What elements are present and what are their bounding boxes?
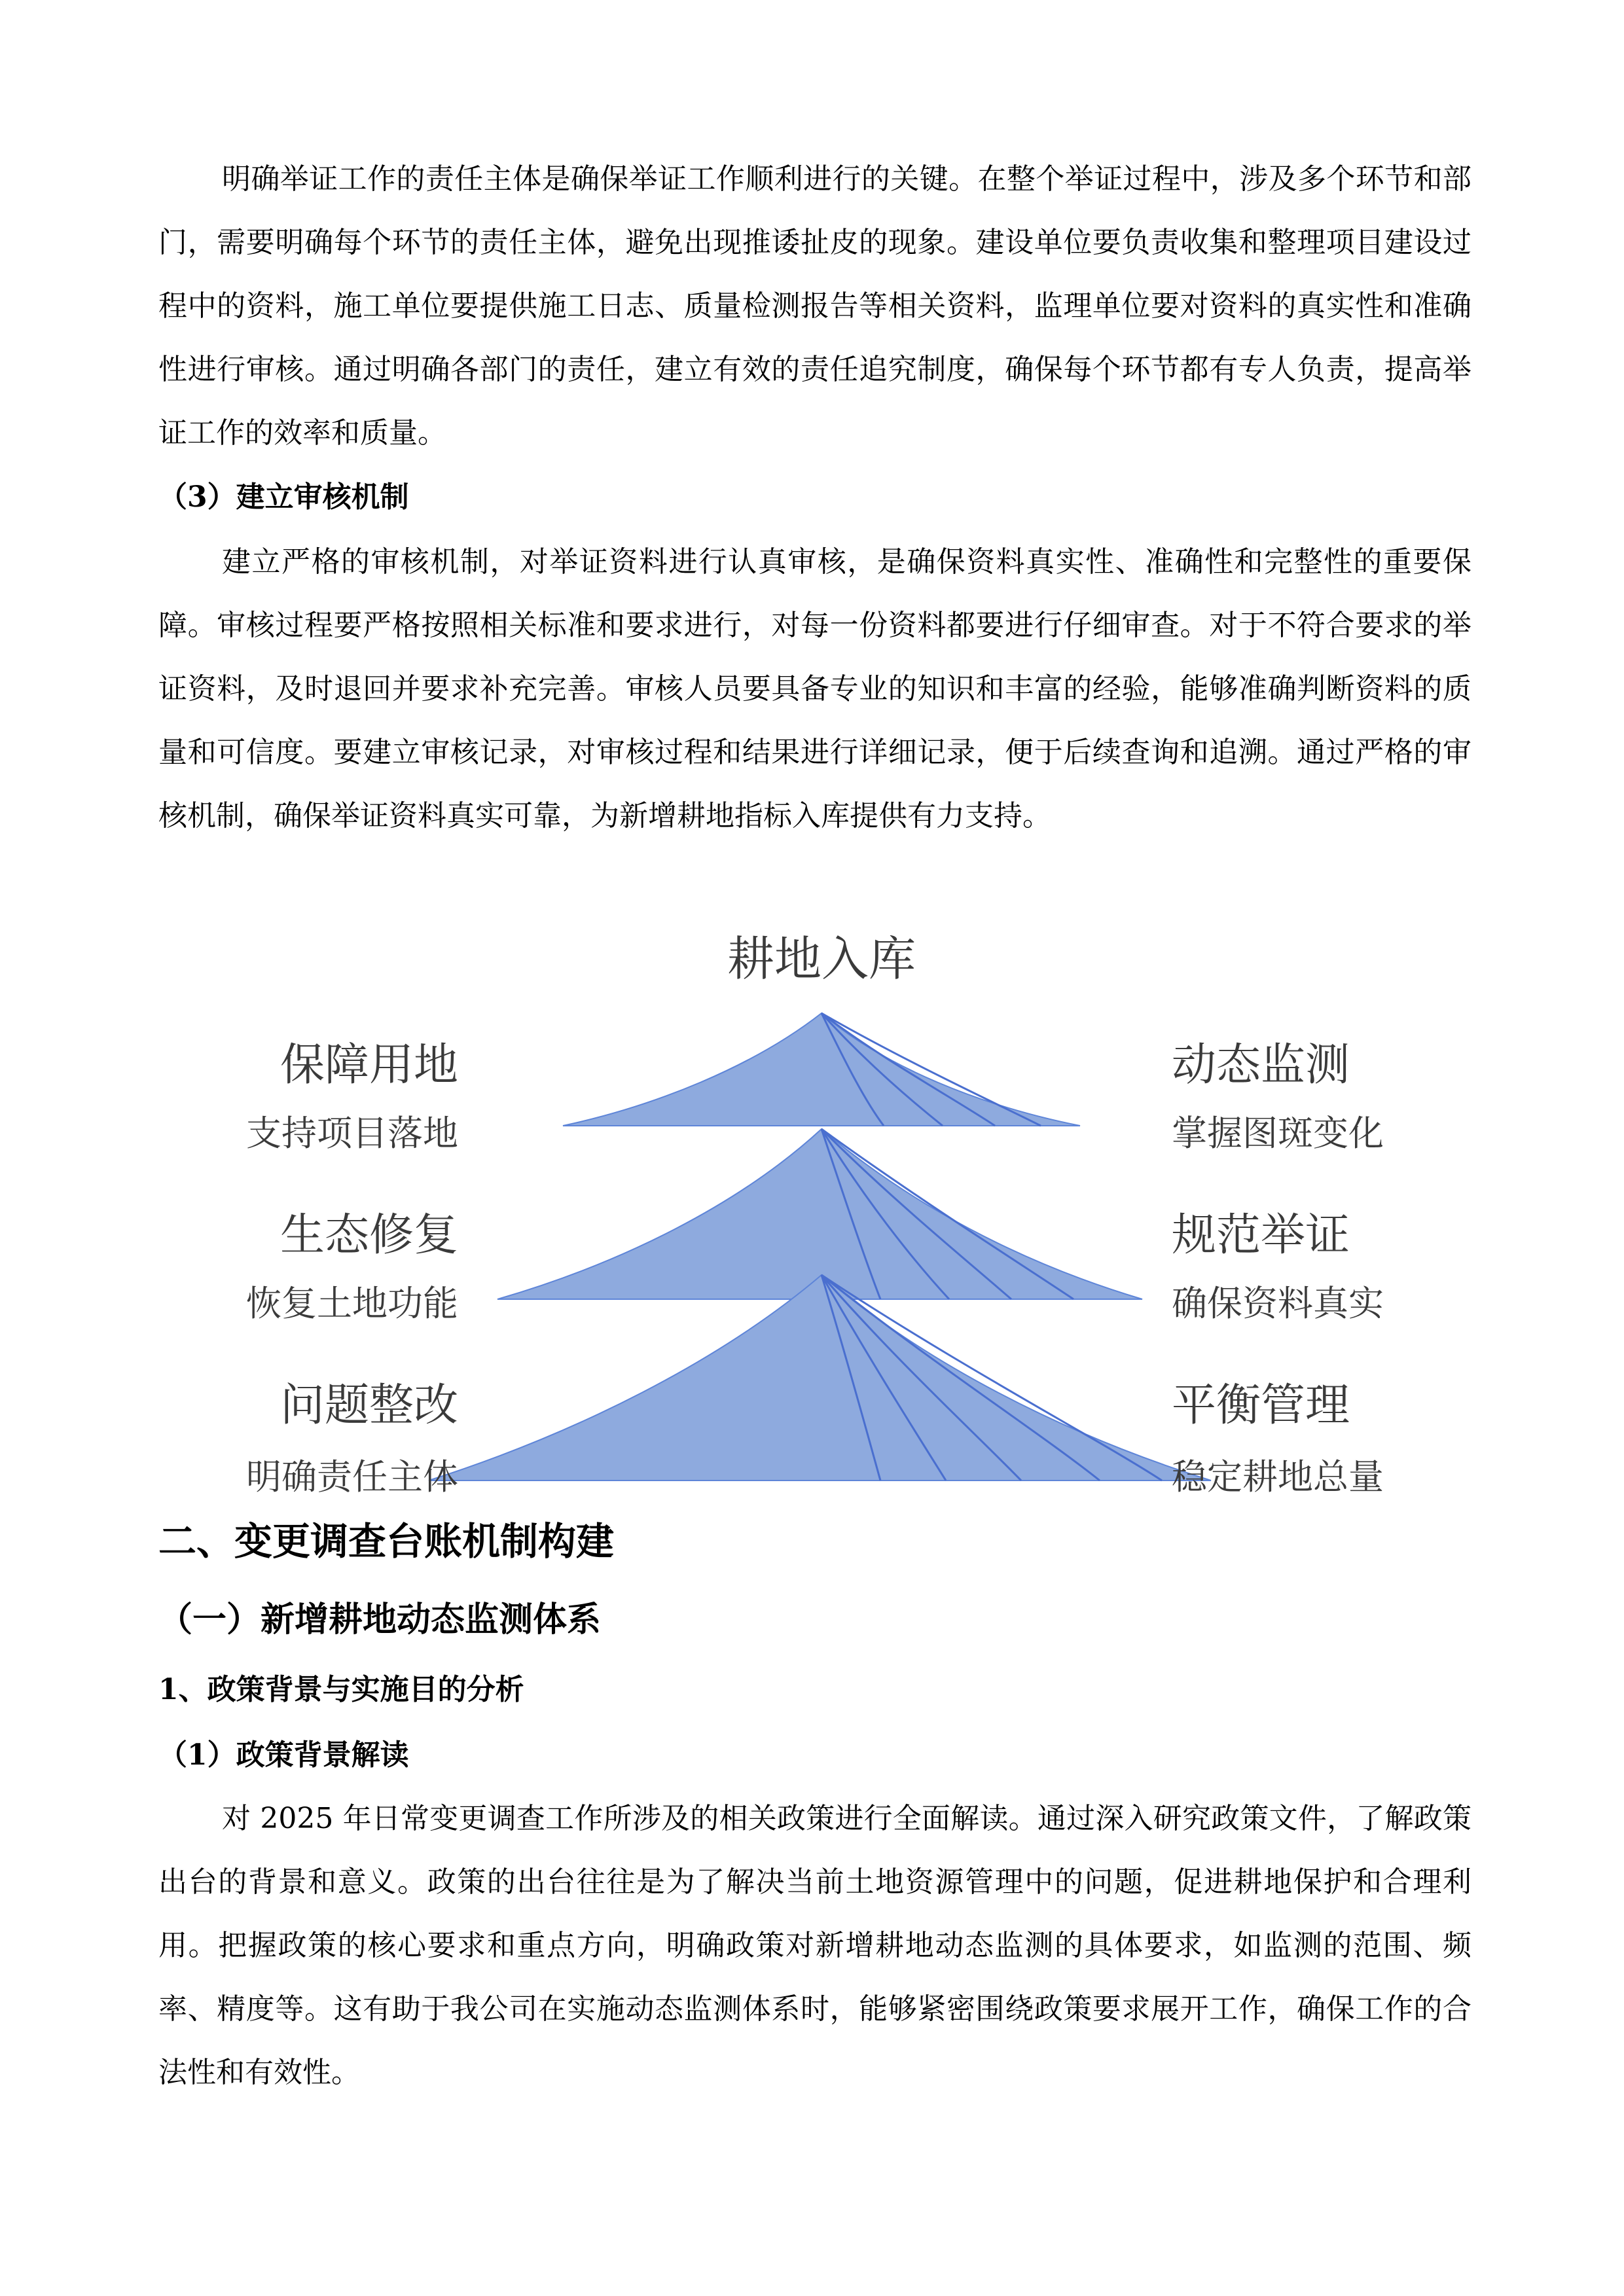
paragraph-review: 建立严格的审核机制，对举证资料进行认真审核，是确保资料真实性、准确性和完整性的重要保障。审核过程要严格按照相关标准和要求进行，对每一份资料都要进行仔细审查。对于不符合要求的举证资料，及时退回并要求补充完善。审核人员要具备专业的知识和丰富的经验，能够准确判断资料的质量和可信度。要建立审核记录，对审核过程和结果进行详细记录，便于后续查询和追溯。通过严格的审核机制，确保举证资料真实可靠，为新增耕地指标入库提供有力支持。 <box>158 545 1471 833</box>
diagram-right-2-title: 规范举证 <box>1172 1210 1350 1261</box>
diagram-left-2-title: 生态修复 <box>280 1210 458 1261</box>
subsection-heading: （一）新增耕地动态监测体系 <box>158 1600 602 1640</box>
section-heading: 二、变更调查台账机制构建 <box>158 1519 615 1564</box>
diagram-title: 耕地入库 <box>727 931 916 986</box>
pyramid-diagram <box>0 916 1624 1545</box>
diagram-right-1-sub: 掌握图斑变化 <box>1172 1113 1384 1154</box>
numbered-heading: 1、政策背景与实施目的分析 <box>158 1673 524 1706</box>
diagram-right-3-sub: 稳定耕地总量 <box>1172 1456 1384 1498</box>
diagram-right-1-title: 动态监测 <box>1172 1039 1350 1091</box>
policy-heading: （1）政策背景解读 <box>158 1738 409 1772</box>
diagram-layer-bottom <box>429 1275 1211 1480</box>
diagram-left-1-title: 保障用地 <box>280 1039 458 1091</box>
diagram-layer-middle <box>497 1129 1142 1299</box>
diagram-left-1-sub: 支持项目落地 <box>246 1113 458 1154</box>
diagram-left-2-sub: 恢复土地功能 <box>246 1283 458 1324</box>
diagram-layer-top <box>563 1013 1080 1126</box>
diagram-left-3-sub: 明确责任主体 <box>246 1456 458 1498</box>
paragraph-policy: 对 2025 年日常变更调查工作所涉及的相关政策进行全面解读。通过深入研究政策文件，了解政策出台的背景和意义。政策的出台往往是为了解决当前土地资源管理中的问题，促进耕地保护和合理利用。把握政策的核心要求和重点方向，明确政策对新增耕地动态监测的具体要求，如监测的范围、频率、精度等。这有助于我公司在实施动态监测体系时，能够紧密围绕政策要求展开工作，确保工作的合法性和有效性。 <box>158 1802 1471 2089</box>
heading-review-mechanism: （3）建立审核机制 <box>158 480 409 514</box>
diagram-right-2-sub: 确保资料真实 <box>1172 1283 1384 1324</box>
diagram-right-3-title: 平衡管理 <box>1172 1380 1350 1431</box>
diagram-left-3-title: 问题整改 <box>280 1380 458 1431</box>
paragraph-responsibility: 明确举证工作的责任主体是确保举证工作顺利进行的关键。在整个举证过程中，涉及多个环节和部门，需要明确每个环节的责任主体，避免出现推诿扯皮的现象。建设单位要负责收集和整理项目建设过程中的资料，施工单位要提供施工日志、质量检测报告等相关资料，监理单位要对资料的真实性和准确性进行审核。通过明确各部门的责任，建立有效的责任追究制度，确保每个环节都有专人负责，提高举证工作的效率和质量。 <box>158 162 1471 450</box>
